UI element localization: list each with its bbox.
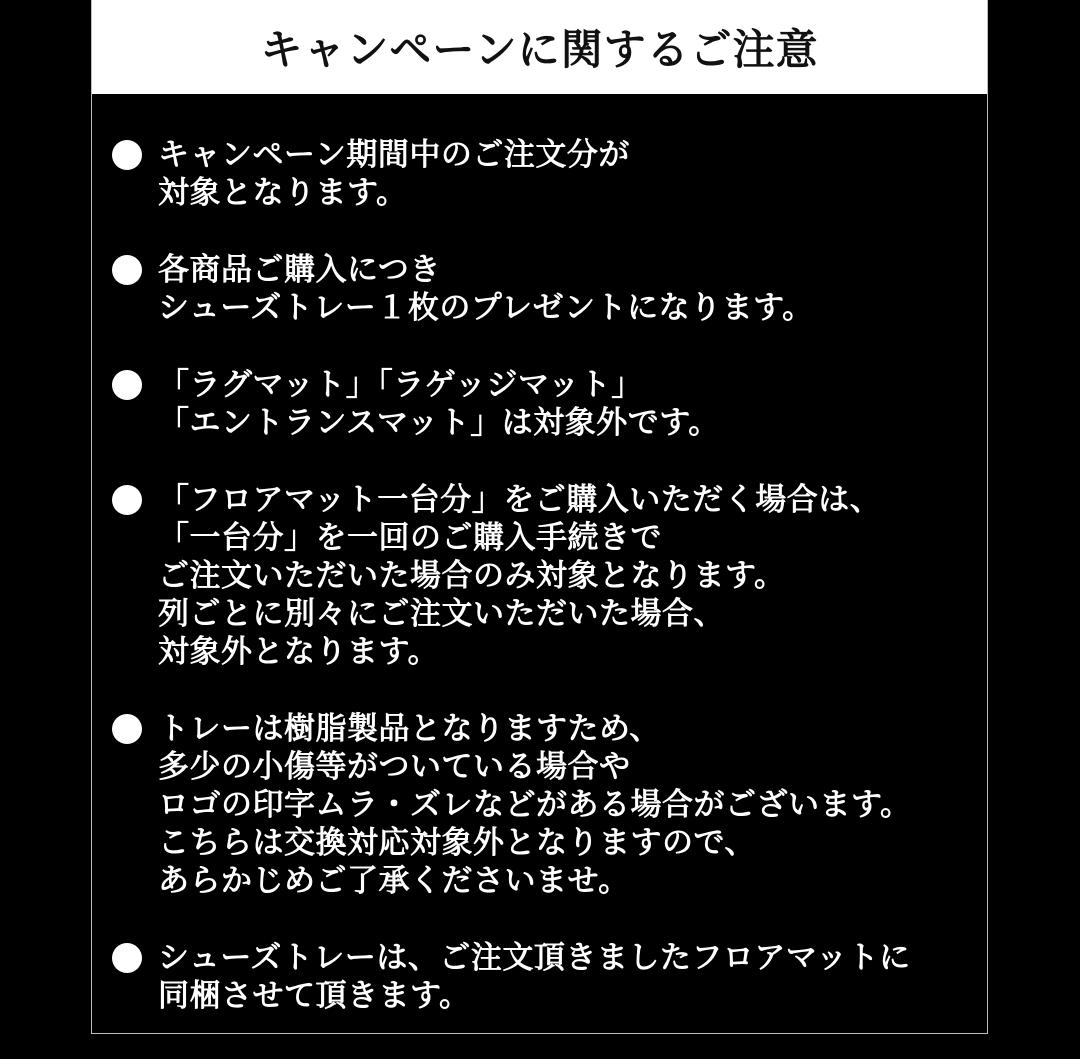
notice-line: 対象外となります。 <box>158 634 440 670</box>
bullet-icon <box>112 714 142 744</box>
campaign-notice-box <box>91 0 988 1034</box>
bullet-icon <box>112 255 142 285</box>
notice-line: 多少の小傷等がついている場合や <box>158 749 631 785</box>
notice-item <box>92 366 987 442</box>
bullet-icon <box>112 140 142 170</box>
notice-line: 列ごとに別々にご注文いただいた場合、 <box>158 596 725 632</box>
notice-line: 「フロアマット一台分」をご購入いただく場合は、 <box>158 482 882 518</box>
notice-header <box>92 0 987 94</box>
notice-line: 「ラグマット」「ラゲッジマット」 <box>158 367 643 403</box>
notice-item <box>92 251 987 327</box>
notice-line: 「一台分」を一回のご購入手続きで <box>158 520 662 556</box>
notice-line: 各商品ご購入につき <box>158 252 441 288</box>
notice-line: あらかじめご了承くださいませ。 <box>158 863 630 899</box>
notice-line: シューズトレーは、ご注文頂きましたフロアマットに <box>158 940 911 976</box>
notice-line: トレーは樹脂製品となりますため、 <box>158 711 661 747</box>
notice-item <box>92 481 987 671</box>
notice-item <box>92 939 987 1015</box>
notice-item <box>92 136 987 212</box>
bullet-icon <box>112 943 142 973</box>
bullet-icon <box>112 485 142 515</box>
notice-line: ロゴの印字ムラ・ズレなどがある場合がございます。 <box>158 787 912 823</box>
notice-line: 同梱させて頂きます。 <box>158 978 471 1014</box>
notice-line: シューズトレー１枚のプレゼントになります。 <box>158 290 814 326</box>
notice-line: キャンペーン期間中のご注文分が <box>158 137 630 173</box>
notice-line: こちらは交換対応対象外となりますので、 <box>158 825 756 861</box>
notice-list <box>92 136 987 1054</box>
notice-line: 対象となります。 <box>158 175 408 211</box>
bullet-icon <box>112 370 142 400</box>
notice-item <box>92 710 987 900</box>
notice-title: キャンペーンに関するご注意 <box>260 25 819 74</box>
notice-line: ご注文いただいた場合のみ対象となります。 <box>158 558 786 594</box>
notice-line: 「エントランスマット」は対象外です。 <box>158 405 720 441</box>
